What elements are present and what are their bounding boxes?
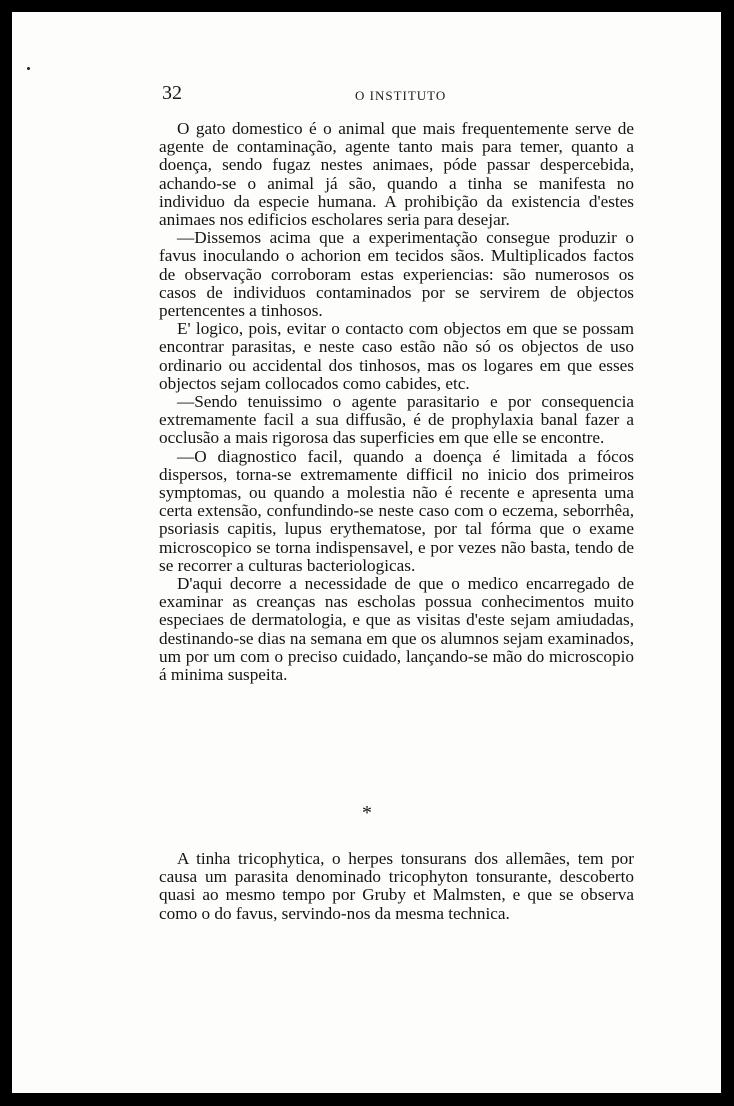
paragraph: O gato domestico é o animal que mais frequentemente serve de agente de contaminação, agente tanto mais para temer, quanto a doença, sendo fugaz nestes animaes, póde passar despercebida, achando-se o animal já são, quando a tinha se manifesta no individuo da especie humana. A prohibição da existencia d'estes animaes nos edificios escholares seria para desejar.: [159, 119, 634, 230]
section-separator: *: [362, 802, 372, 824]
paragraph: D'aqui decorre a necessidade de que o medico encarregado de examinar as creanças nas escholas possua conhecimentos muito especiaes de dermatologia, e que as visitas d'este sejam amiudadas, destinando-se dias na semana em que os alumnos sejam examinados, um por um com o preciso cuidado, lançando-se mão do microscopio á minima suspeita.: [159, 574, 634, 685]
paragraph: A tinha tricophytica, o herpes tonsurans dos allemães, tem por causa um parasita denominado tricophyton tonsurante, descoberto quasi ao mesmo tempo por Gruby et Malmsten, e que se observa como o do favus, servindo-nos da mesma technica.: [159, 849, 634, 923]
main-text: [159, 120, 634, 684]
paragraph: —O diagnostico facil, quando a doença é limitada a fócos dispersos, torna-se extremamente difficil no inicio dos primeiros symptomas, ou quando a molestia não é recente e apresenta uma certa extensão, confundindo-se neste caso com o eczema, seborrhêa, psoriasis capitis, lupus erythematose, por tal fórma que o exame microscopico se torna indispensavel, e por vezes não basta, tendo de se recorrer a culturas bacteriologicas.: [159, 446, 634, 575]
page-number: 32: [162, 82, 182, 104]
running-title: O INSTITUTO: [355, 88, 447, 103]
page-header: [162, 82, 582, 106]
paragraph: —Dissemos acima que a experimentação consegue produzir o favus inoculando o achorion em tecidos sãos. Multiplicados factos de observação corroboram estas experiencias: são numerosos os casos de individuos contaminados por se servirem de objectos pertencentes a tinhosos.: [159, 228, 634, 321]
paragraph: E' logico, pois, evitar o contacto com objectos em que se possam encontrar parasitas, e neste caso estão não só os objectos de uso ordinario ou accidental dos tinhosos, mas os logares em que esses objectos sejam collocados como cabides, etc.: [159, 319, 634, 393]
paragraph: —Sendo tenuissimo o agente parasitario e por consequencia extremamente facil a sua diffusão, é de prophylaxia banal fazer a occlusão a mais rigorosa das superficies em que elle se encontre.: [159, 392, 634, 448]
scan-speck: [27, 67, 30, 70]
book-page: [12, 12, 721, 1093]
section-text: [159, 850, 634, 923]
